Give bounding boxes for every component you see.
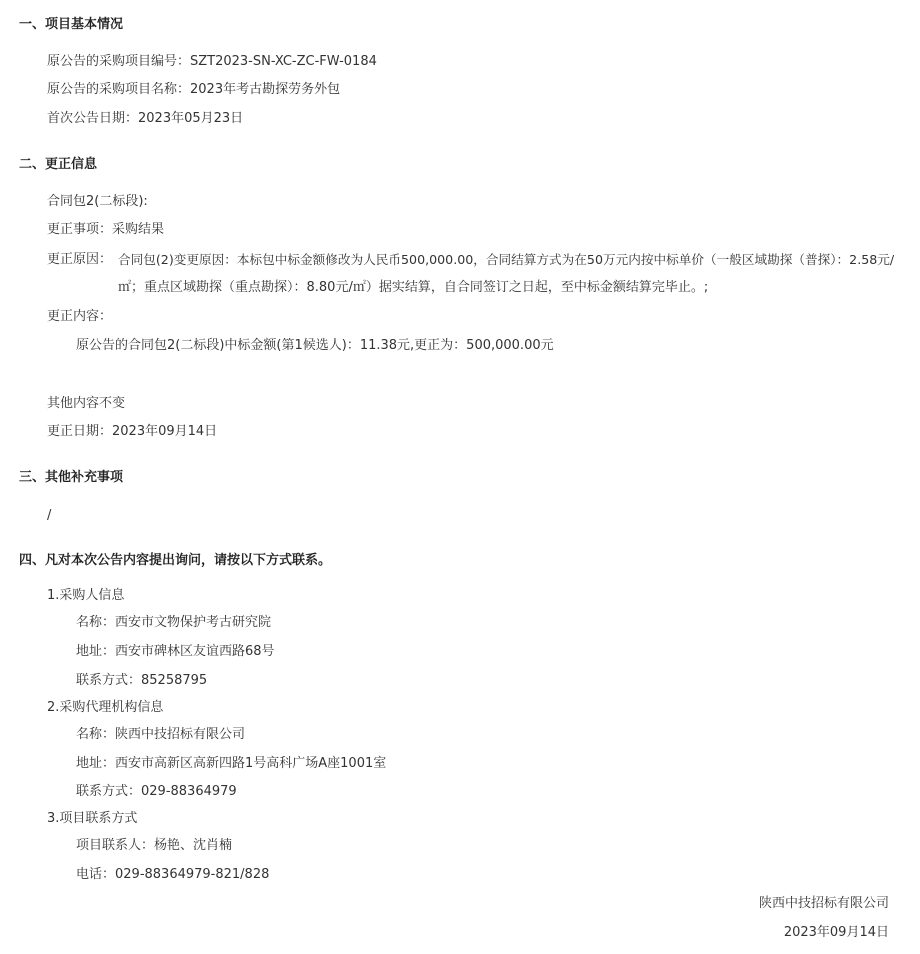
agency-address: 地址：西安市高新区高新四路1号高科广场A座1001室 <box>76 756 387 771</box>
contract-package: 合同包2(二标段): <box>47 194 148 209</box>
correction-content-text: 原公告的合同包2(二标段)中标金额(第1候选人)：11.38元,更正为：500,000.00元 <box>76 338 554 353</box>
project-name: 原公告的采购项目名称：2023年考古勘探劳务外包 <box>47 82 341 97</box>
correction-reason-line1: 合同包(2)变更原因：本标包中标金额修改为人民币500,000.00，合同结算方式为在50万元内按中标单价（一般区域勘探（普探）：2.58元/ <box>118 252 895 267</box>
agency-info-title: 2.采购代理机构信息 <box>47 700 164 715</box>
agency-contact: 联系方式：029-88364979 <box>76 784 237 799</box>
other-content-unchanged: 其他内容不变 <box>47 396 126 411</box>
correction-content-label: 更正内容： <box>47 309 113 324</box>
section2-heading: 二、更正信息 <box>19 157 98 172</box>
section1-heading: 一、项目基本情况 <box>19 17 124 32</box>
correction-reason-label: 更正原因： <box>47 252 113 267</box>
supplementary-text: / <box>47 508 52 523</box>
footer-company: 陕西中技招标有限公司 <box>758 896 889 911</box>
project-contact-person: 项目联系人：杨艳、沈肖楠 <box>76 838 233 853</box>
purchaser-info-title: 1.采购人信息 <box>47 588 125 603</box>
project-contact-title: 3.项目联系方式 <box>47 811 138 826</box>
purchaser-contact: 联系方式：85258795 <box>76 673 208 688</box>
project-contact-phone: 电话：029-88364979-821/828 <box>76 867 270 882</box>
correction-item: 更正事项：采购结果 <box>47 222 165 237</box>
footer-date: 2023年09月14日 <box>783 925 889 940</box>
correction-reason-line2: ㎡；重点区域勘探（重点勘探）：8.80元/㎡）据实结算，自合同签订之日起，至中标金额结算完毕止。; <box>118 280 709 295</box>
section4-heading: 四、凡对本次公告内容提出询问，请按以下方式联系。 <box>19 553 332 568</box>
project-number: 原公告的采购项目编号：SZT2023-SN-XC-ZC-FW-0184 <box>47 54 377 69</box>
agency-name: 名称：陕西中技招标有限公司 <box>76 727 246 742</box>
first-announcement-date: 首次公告日期：2023年05月23日 <box>47 111 244 126</box>
correction-date: 更正日期：2023年09月14日 <box>47 424 218 439</box>
purchaser-address: 地址：西安市碑林区友谊西路68号 <box>76 644 275 659</box>
purchaser-name: 名称：西安市文物保护考古研究院 <box>76 615 272 630</box>
section3-heading: 三、其他补充事项 <box>19 470 124 485</box>
